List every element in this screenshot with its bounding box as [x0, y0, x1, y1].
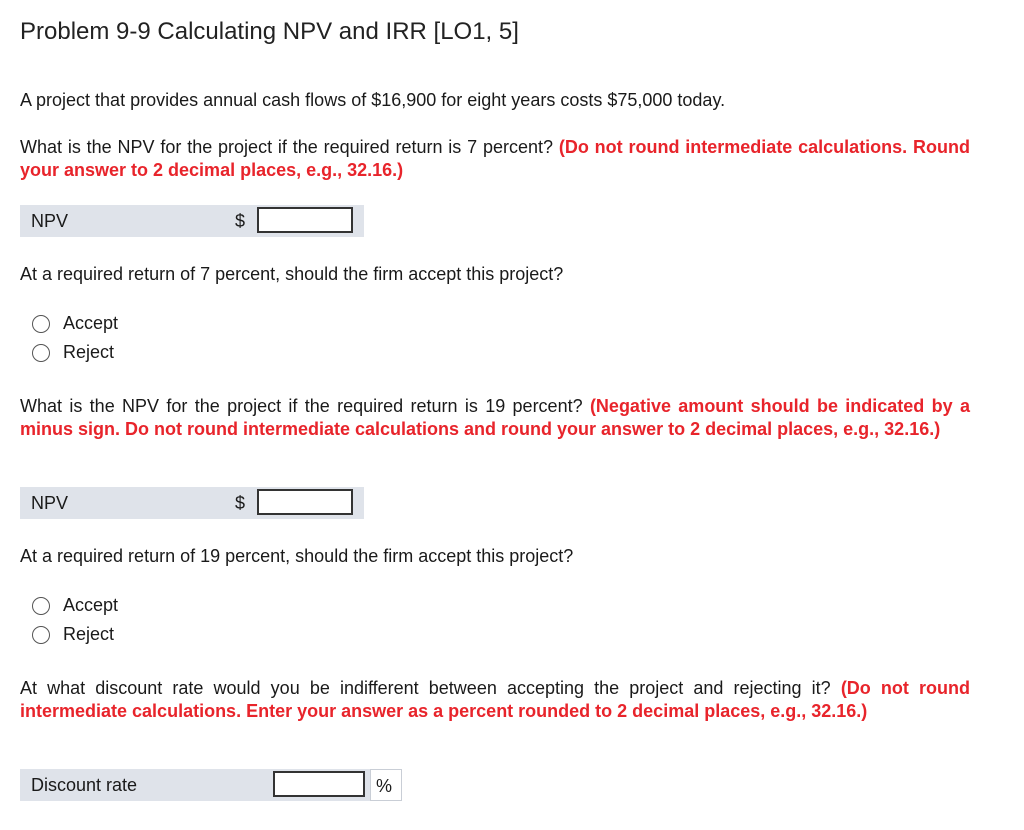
- question-discount-rate: [20, 677, 970, 723]
- question-accept-7: At a required return of 7 percent, should the firm accept this project?: [20, 264, 564, 284]
- dollar-sign: $: [235, 493, 246, 513]
- problem-intro: A project that provides annual cash flows of $16,900 for eight years costs $75,000 today.: [20, 90, 726, 110]
- radio-button[interactable]: [32, 597, 50, 615]
- discount-rate-answer-row: [20, 769, 402, 801]
- npv-19-answer-row: [20, 487, 364, 519]
- discount-rate-label: Discount rate: [31, 775, 138, 795]
- radio-button[interactable]: [32, 626, 50, 644]
- question-text: What is the NPV for the project if the required return is 19 percent?: [20, 396, 590, 416]
- question-hint: (Do not round intermediate calculations. Enter your answer as a percent rounded to 2 decimal places, e.g., 32.16.): [20, 678, 970, 721]
- accept-7-option-accept[interactable]: [32, 309, 118, 338]
- npv-label: NPV: [31, 211, 69, 231]
- dollar-sign: $: [235, 211, 246, 231]
- problem-title: Problem 9-9 Calculating NPV and IRR [LO1, 5]: [20, 18, 519, 45]
- accept-19-option-accept[interactable]: [32, 591, 118, 620]
- option-label: Accept: [63, 313, 119, 333]
- accept-19-option-reject[interactable]: [32, 620, 118, 649]
- accept-7-radio-group: [32, 309, 118, 367]
- question-text: What is the NPV for the project if the required return is 7 percent?: [20, 137, 559, 157]
- option-label: Accept: [63, 595, 119, 615]
- accept-19-radio-group: [32, 591, 118, 649]
- accept-7-option-reject[interactable]: [32, 338, 118, 367]
- npv-7-input[interactable]: [257, 207, 353, 233]
- question-npv-7: [20, 136, 970, 182]
- radio-button[interactable]: [32, 344, 50, 362]
- radio-button[interactable]: [32, 315, 50, 333]
- percent-sign: %: [370, 769, 402, 801]
- npv-19-input[interactable]: [257, 489, 353, 515]
- question-hint: (Negative amount should be indicated by a minus sign. Do not round intermediate calculations and round your answer to 2 decimal places, e.g., 32.16.): [20, 396, 970, 439]
- question-accept-19: At a required return of 19 percent, should the firm accept this project?: [20, 546, 574, 566]
- option-label: Reject: [63, 342, 115, 362]
- option-label: Reject: [63, 624, 115, 644]
- npv-7-answer-row: [20, 205, 364, 237]
- npv-label: NPV: [31, 493, 69, 513]
- question-hint: (Do not round intermediate calculations. Round your answer to 2 decimal places, e.g., 32.16.): [20, 137, 970, 180]
- question-text: At what discount rate would you be indifferent between accepting the project and rejecting it?: [20, 678, 841, 698]
- question-npv-19: [20, 395, 970, 441]
- discount-rate-input[interactable]: [273, 771, 365, 797]
